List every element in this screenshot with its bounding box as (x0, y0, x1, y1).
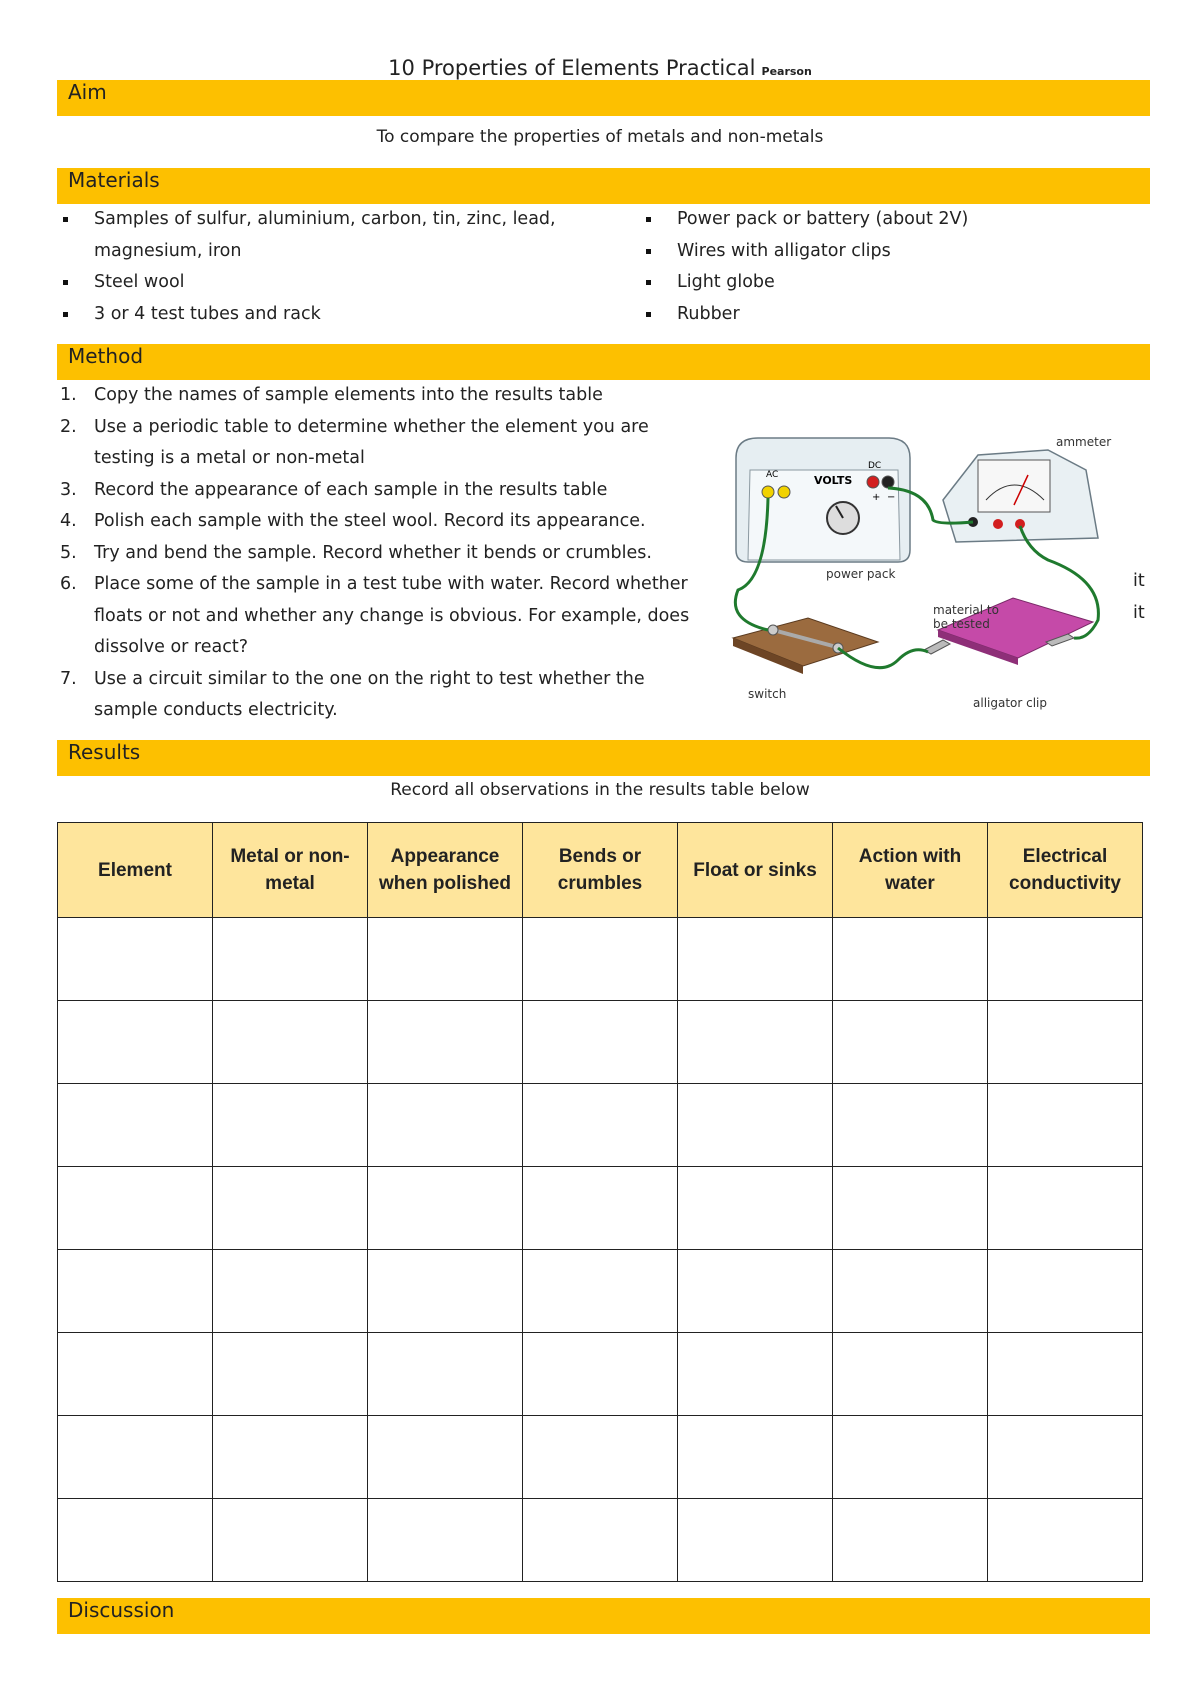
table-cell[interactable] (213, 918, 368, 1001)
method-step (57, 569, 707, 664)
step-text: Polish each sample with the steel wool. Record its appearance. (94, 511, 646, 531)
table-cell[interactable] (368, 1084, 523, 1167)
results-section-bar (57, 740, 1150, 776)
method-heading: Method (68, 344, 144, 368)
table-cell[interactable] (988, 1001, 1143, 1084)
volts-label: VOLTS (814, 474, 853, 487)
method-step (57, 538, 707, 570)
table-cell[interactable] (678, 1416, 833, 1499)
step-text: Use a periodic table to determine whether the element you are testing is a metal or non-metal (94, 416, 649, 468)
table-cell[interactable] (368, 1499, 523, 1582)
material-item: Light globe (640, 267, 1140, 299)
step-number: 2. (60, 416, 77, 437)
method-overflow-word: it (1133, 571, 1145, 591)
table-row (58, 918, 1143, 1001)
material-label-line2: be tested (933, 617, 990, 631)
aim-text: To compare the properties of metals and non-metals (376, 127, 824, 147)
method-step (57, 412, 707, 475)
table-cell[interactable] (833, 1250, 988, 1333)
table-cell[interactable] (368, 1250, 523, 1333)
alligator-clip-label: alligator clip (973, 696, 1048, 710)
table-row (58, 1084, 1143, 1167)
table-row (58, 1250, 1143, 1333)
material-item: Wires with alligator clips (640, 236, 1140, 268)
circuit-diagram (728, 430, 1118, 715)
table-cell[interactable] (213, 1333, 368, 1416)
table-cell[interactable] (833, 1084, 988, 1167)
table-cell[interactable] (833, 1167, 988, 1250)
table-cell[interactable] (523, 1084, 678, 1167)
ammeter-label: ammeter (1056, 435, 1112, 449)
table-cell[interactable] (213, 1416, 368, 1499)
document-title (0, 56, 1200, 80)
table-cell[interactable] (988, 918, 1143, 1001)
table-header-cell: Metal or non-metal (213, 823, 368, 918)
method-step (57, 475, 707, 507)
table-cell[interactable] (833, 1333, 988, 1416)
method-step (57, 380, 707, 412)
method-step (57, 506, 707, 538)
table-cell[interactable] (678, 918, 833, 1001)
power-pack-illustration (736, 438, 910, 562)
step-number: 1. (60, 385, 77, 405)
table-header-row (58, 823, 1143, 918)
method-overflow-word: it (1133, 603, 1145, 623)
table-cell[interactable] (988, 1333, 1143, 1416)
step-number: 7. (60, 668, 77, 689)
table-cell[interactable] (58, 1416, 213, 1499)
aim-heading: Aim (68, 80, 107, 104)
material-item: Steel wool (57, 267, 577, 299)
table-cell[interactable] (678, 1333, 833, 1416)
switch-label: switch (748, 687, 787, 701)
table-cell[interactable] (58, 1250, 213, 1333)
table-cell[interactable] (213, 1167, 368, 1250)
materials-section-bar (57, 168, 1150, 204)
results-heading: Results (68, 740, 141, 764)
table-cell[interactable] (988, 1167, 1143, 1250)
dc-label: DC (868, 461, 882, 471)
step-text: Try and bend the sample. Record whether it bends or crumbles. (94, 542, 652, 563)
table-cell[interactable] (678, 1250, 833, 1333)
material-item: Rubber (640, 299, 1140, 331)
step-text: Use a circuit similar to the one on the right to test whether the sample conducts electricity. (94, 668, 645, 720)
table-cell[interactable] (523, 918, 678, 1001)
table-cell[interactable] (988, 1250, 1143, 1333)
brand-label: Pearson (761, 65, 812, 78)
table-row (58, 1167, 1143, 1250)
table-cell[interactable] (368, 1333, 523, 1416)
method-section-bar (57, 344, 1150, 380)
table-cell[interactable] (833, 918, 988, 1001)
table-cell[interactable] (58, 918, 213, 1001)
materials-list-right (640, 204, 1140, 330)
table-header-cell: Appearance when polished (368, 823, 523, 918)
materials-list-left (57, 204, 577, 330)
step-number: 4. (60, 511, 77, 531)
table-cell[interactable] (833, 1001, 988, 1084)
table-header-cell: Element (58, 823, 213, 918)
table-cell[interactable] (678, 1001, 833, 1084)
table-cell[interactable] (58, 1084, 213, 1167)
discussion-section-bar (57, 1598, 1150, 1634)
material-item: Power pack or battery (about 2V) (640, 204, 1140, 236)
table-header-cell: Action with water (833, 823, 988, 918)
title-text: 10 Properties of Elements Practical (388, 56, 756, 80)
table-row (58, 1416, 1143, 1499)
materials-heading: Materials (68, 168, 160, 192)
table-cell[interactable] (523, 1167, 678, 1250)
results-instruction: Record all observations in the results table below (390, 780, 810, 800)
table-cell[interactable] (213, 1001, 368, 1084)
table-cell[interactable] (213, 1084, 368, 1167)
table-cell[interactable] (58, 1167, 213, 1250)
step-text: Copy the names of sample elements into the results table (94, 385, 603, 405)
table-header-cell: Float or sinks (678, 823, 833, 918)
table-cell[interactable] (833, 1416, 988, 1499)
table-cell[interactable] (523, 1333, 678, 1416)
table-row (58, 1333, 1143, 1416)
material-label-line1: material to (933, 603, 999, 617)
step-text: Record the appearance of each sample in the results table (94, 479, 608, 500)
table-cell[interactable] (213, 1250, 368, 1333)
table-cell[interactable] (58, 1499, 213, 1582)
aim-section-bar (57, 80, 1150, 116)
table-cell[interactable] (368, 1416, 523, 1499)
material-item: 3 or 4 test tubes and rack (57, 299, 577, 331)
table-cell[interactable] (523, 1499, 678, 1582)
table-cell[interactable] (368, 918, 523, 1001)
table-cell[interactable] (833, 1499, 988, 1582)
table-cell[interactable] (368, 1167, 523, 1250)
table-row (58, 1499, 1143, 1582)
table-cell[interactable] (523, 1001, 678, 1084)
step-number: 5. (60, 542, 77, 563)
material-item: Samples of sulfur, aluminium, carbon, tin, zinc, lead, magnesium, iron (57, 204, 577, 267)
step-number: 6. (60, 574, 77, 594)
table-cell[interactable] (58, 1001, 213, 1084)
discussion-heading: Discussion (68, 1598, 175, 1622)
table-header-cell: Bends or crumbles (523, 823, 678, 918)
table-cell[interactable] (213, 1499, 368, 1582)
table-cell[interactable] (988, 1416, 1143, 1499)
minus-label: − (887, 492, 896, 503)
table-cell[interactable] (678, 1167, 833, 1250)
method-steps (57, 380, 707, 727)
results-table (57, 822, 1143, 1582)
table-cell[interactable] (368, 1001, 523, 1084)
table-cell[interactable] (988, 1499, 1143, 1582)
table-cell[interactable] (523, 1416, 678, 1499)
table-cell[interactable] (523, 1250, 678, 1333)
table-cell[interactable] (58, 1333, 213, 1416)
table-row (58, 1001, 1143, 1084)
table-cell[interactable] (678, 1499, 833, 1582)
ac-label: AC (766, 470, 779, 480)
step-number: 3. (60, 479, 77, 500)
table-header-cell: Electrical conductivity (988, 823, 1143, 918)
plus-label: + (872, 492, 881, 503)
power-pack-label: power pack (826, 567, 896, 581)
table-cell[interactable] (988, 1084, 1143, 1167)
table-cell[interactable] (678, 1084, 833, 1167)
method-step (57, 664, 707, 727)
step-text: Place some of the sample in a test tube with water. Record whether floats or not and whether any change is obvious. For example, does dissolve or react? (94, 574, 690, 657)
